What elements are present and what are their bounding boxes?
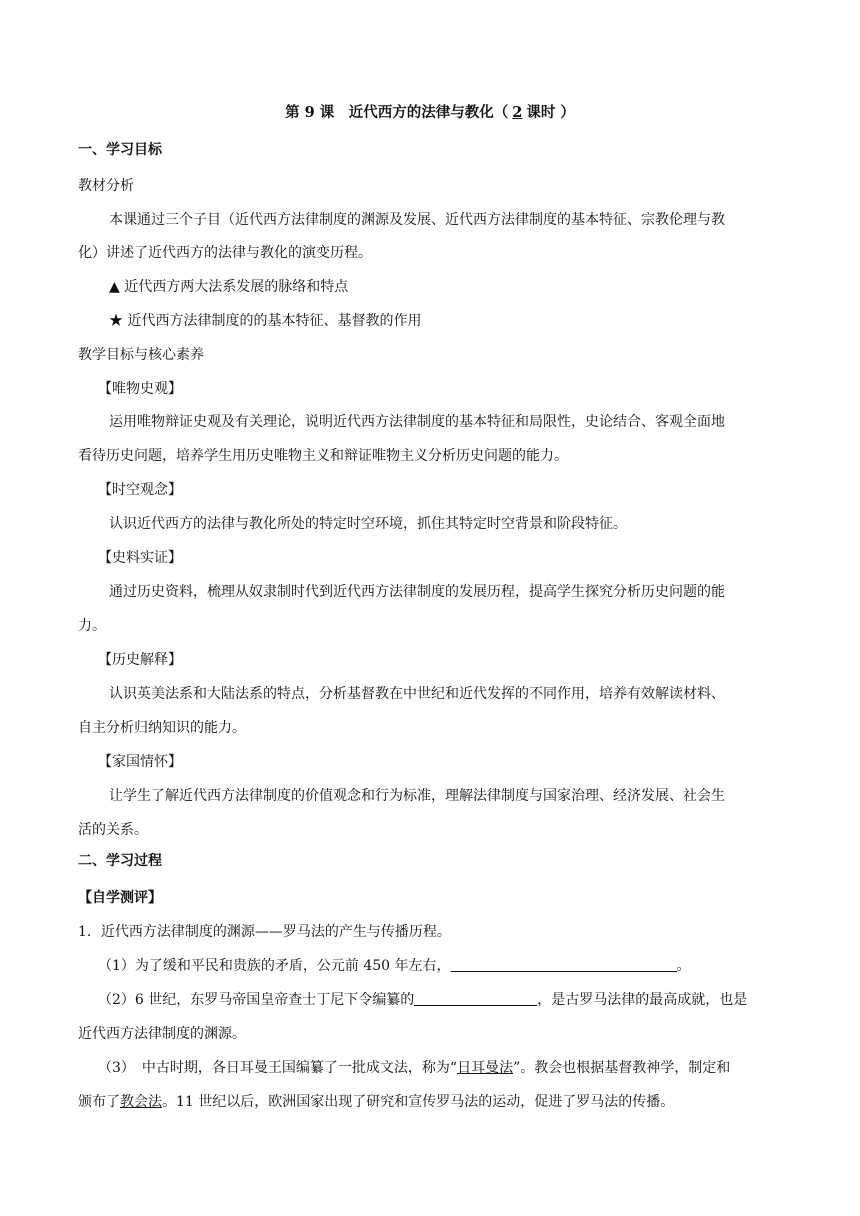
key-point: ▲ 近代西方两大法系发展的脉络和特点 — [109, 279, 349, 295]
question-1-1-end: 。 — [676, 958, 691, 974]
question-1-3-pre: （3） 中古时期，各日耳曼王国编纂了一批成文法，称为“ — [98, 1060, 458, 1076]
evidence-line2: 力。 — [78, 618, 106, 634]
evidence-label: 【史料实证】 — [98, 550, 182, 566]
materialism-label: 【唯物史观】 — [98, 381, 182, 397]
answer-blank-2[interactable] — [414, 991, 537, 1006]
analysis-paragraph-line2: 化）讲述了近代西方的法律与教化的演变历程。 — [78, 245, 372, 261]
patriotism-line2: 活的关系。 — [78, 822, 148, 838]
question-1-3-mid: ”。教会也根据基督教神学，制定和 — [513, 1060, 731, 1076]
self-test-label: 【自学测评】 — [78, 890, 162, 906]
materialism-line1: 运用唯物辩证史观及有关理论，说明近代西方法律制度的基本特征和局限性，史论结合、客观全面地 — [109, 414, 725, 430]
interpretation-line1: 认识英美法系和大陆法系的特点，分析基督教在中世纪和近代发挥的不同作用，培养有效解读材料、 — [109, 686, 725, 702]
question-1-2-line2: 近代西方法律制度的渊源。 — [78, 1026, 246, 1042]
spacetime-line1: 认识近代西方的法律与教化所处的特定时空环境，抓住其特定时空背景和阶段特征。 — [109, 516, 627, 532]
goals-heading: 教学目标与核心素养 — [78, 347, 204, 363]
patriotism-line1: 让学生了解近代西方法律制度的价值观念和行为标准，理解法律制度与国家治理、经济发展、社会生 — [109, 788, 725, 804]
spacetime-label: 【时空观念】 — [98, 482, 182, 498]
interpretation-line2: 自主分析归纳知识的能力。 — [78, 720, 246, 736]
question-1-3-line2-pre: 颁布了 — [78, 1094, 120, 1110]
title-prefix: 第 9 课 近代西方的法律与教化（ — [285, 104, 509, 121]
evidence-line1: 通过历史资料，梳理从奴隶制时代到近代西方法律制度的发展历程，提高学生探究分析历史问题的能 — [109, 584, 725, 600]
question-1: 1．近代西方法律制度的渊源——罗马法的产生与传播历程。 — [78, 924, 451, 940]
interpretation-label: 【历史解释】 — [98, 652, 182, 668]
section-heading-goals: 一、学习目标 — [78, 142, 162, 158]
question-1-3 — [98, 1059, 730, 1077]
question-1-2 — [98, 991, 747, 1009]
analysis-paragraph-line1: 本课通过三个子目（近代西方法律制度的渊源及发展、近代西方法律制度的基本特征、宗教伦理与教 — [109, 212, 725, 228]
difficult-point: ★ 近代西方法律制度的的基本特征、基督教的作用 — [109, 313, 422, 329]
materialism-line2: 看待历史问题，培养学生用历史唯物主义和辩证唯物主义分析历史问题的能力。 — [78, 448, 568, 464]
textbook-analysis-label: 教材分析 — [78, 178, 134, 194]
term-germanic-law: 日耳曼法 — [457, 1060, 514, 1076]
question-1-3-line2-post: 。11 世纪以后，欧洲国家出现了研究和宣传罗马法的运动，促进了罗马法的传播。 — [162, 1094, 675, 1110]
question-1-2-end: ，是古罗马法律的最高成就，也是 — [537, 992, 748, 1008]
title-suffix: 课时 ） — [526, 104, 575, 121]
title-hours: 2 — [512, 104, 523, 121]
section-heading-process: 二、学习过程 — [78, 853, 162, 869]
question-1-1-text: （1）为了缓和平民和贵族的矛盾，公元前 450 年左右， — [98, 958, 451, 974]
patriotism-label: 【家国情怀】 — [98, 754, 182, 770]
lesson-title — [0, 104, 860, 122]
term-canon-law: 教会法 — [120, 1094, 162, 1110]
question-1-2-text: （2）6 世纪，东罗马帝国皇帝查士丁尼下令编纂的 — [98, 992, 415, 1008]
question-1-3-line2 — [78, 1093, 674, 1111]
question-1-1 — [98, 957, 691, 975]
answer-blank-1[interactable] — [451, 957, 677, 972]
